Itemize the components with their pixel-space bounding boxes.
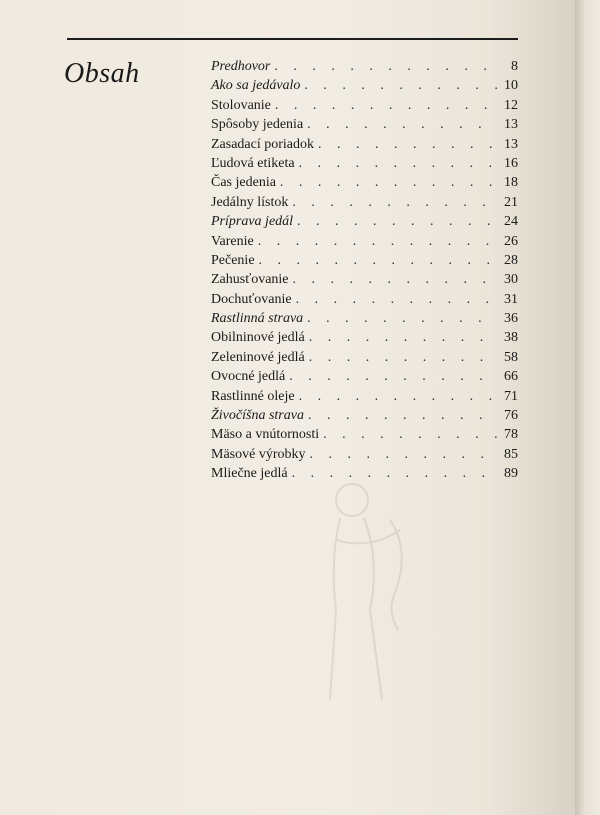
- toc-entry: [211, 253, 518, 272]
- toc-leader-dots: [308, 408, 498, 424]
- toc-leader-dots: [310, 447, 499, 463]
- toc-entry-title: Predhovor: [211, 59, 271, 74]
- toc-entry-page-number: 12: [504, 97, 518, 113]
- toc-section-entry: [211, 214, 518, 233]
- toc-entry-title: Stolovanie: [211, 97, 271, 113]
- toc-entry-page-number: 30: [504, 272, 518, 288]
- toc-entry-page-number: 85: [504, 446, 518, 462]
- adjacent-page-edge: [575, 0, 600, 815]
- toc-entry: [211, 427, 518, 446]
- toc-entry-page-number: 58: [504, 349, 518, 365]
- toc-entry-title: Živočíšna strava: [211, 408, 304, 424]
- toc-entry-page-number: 76: [504, 408, 518, 424]
- toc-entry-page-number: 10: [504, 78, 518, 94]
- toc-entry-title: Pečenie: [211, 252, 255, 268]
- toc-leader-dots: [259, 253, 498, 269]
- toc-entry-page-number: 31: [504, 291, 518, 307]
- toc-entry-title: Rastlinná strava: [211, 311, 304, 327]
- toc-entry: [211, 117, 518, 136]
- toc-entry-title: Čas jedenia: [211, 175, 276, 191]
- toc-entry-page-number: 26: [504, 233, 518, 249]
- toc-entry-title: Zahusťovanie: [211, 272, 289, 288]
- toc-entry: [211, 98, 518, 117]
- toc-entry-title: Ovocné jedlá: [211, 369, 286, 385]
- contents-heading: Obsah: [64, 58, 140, 89]
- toc-entry: [211, 175, 518, 194]
- toc-entry-title: Príprava jedál: [211, 214, 294, 230]
- toc-entry-page-number: 13: [504, 136, 518, 152]
- toc-entry-title: Obilninové jedlá: [211, 330, 305, 346]
- toc-leader-dots: [299, 389, 498, 405]
- toc-entry-page-number: 8: [511, 59, 518, 74]
- toc-entry-page-number: 18: [504, 175, 518, 191]
- toc-entry-page-number: 28: [504, 252, 518, 268]
- toc-entry-title: Mliečne jedlá: [211, 466, 288, 482]
- toc-leader-dots: [280, 175, 498, 191]
- toc-entry: [211, 389, 518, 408]
- bleed-through-illustration: [300, 470, 420, 730]
- toc-entry-title: Zeleninové jedlá: [211, 349, 305, 365]
- toc-leader-dots: [296, 292, 498, 308]
- toc-section-entry: [211, 78, 518, 97]
- toc-entry-page-number: 89: [504, 466, 518, 482]
- toc-entry: [211, 272, 518, 291]
- toc-entry-title: Dochuťovanie: [211, 291, 292, 307]
- toc-entry: [211, 195, 518, 214]
- top-rule: [67, 38, 518, 40]
- toc-leader-dots: [307, 117, 498, 133]
- toc-entry: [211, 350, 518, 369]
- toc-leader-dots: [293, 272, 498, 288]
- toc-entry-title: Zasadací poriadok: [211, 136, 315, 152]
- toc-entry-page-number: 71: [504, 388, 518, 404]
- toc-leader-dots: [304, 78, 498, 94]
- table-of-contents: [211, 59, 518, 486]
- toc-leader-dots: [307, 311, 498, 327]
- toc-leader-dots: [297, 214, 498, 230]
- toc-entry-title: Mäsové výrobky: [211, 446, 306, 462]
- toc-entry-title: Spôsoby jedenia: [211, 117, 304, 133]
- toc-entry: [211, 330, 518, 349]
- toc-entry-title: Rastlinné oleje: [211, 388, 295, 404]
- toc-section-entry: [211, 311, 518, 330]
- toc-entry-page-number: 38: [504, 330, 518, 346]
- toc-entry: [211, 156, 518, 175]
- toc-entry-page-number: 21: [504, 194, 518, 210]
- toc-entry: [211, 447, 518, 466]
- toc-leader-dots: [275, 98, 498, 114]
- toc-leader-dots: [289, 369, 498, 385]
- toc-entry-title: Ľudová etiketa: [211, 155, 295, 171]
- toc-leader-dots: [274, 59, 498, 75]
- toc-leader-dots: [258, 234, 498, 250]
- toc-leader-dots: [299, 156, 498, 172]
- toc-entry-page-number: 16: [504, 155, 518, 171]
- toc-entry-page-number: 36: [504, 311, 518, 327]
- toc-leader-dots: [323, 427, 498, 443]
- toc-entry-page-number: 78: [504, 427, 518, 443]
- toc-leader-dots: [292, 195, 498, 211]
- toc-entry-title: Varenie: [211, 233, 254, 249]
- toc-entry-page-number: 13: [504, 117, 518, 133]
- toc-entry-page-number: 24: [504, 214, 518, 230]
- toc-entry-title: Mäso a vnútornosti: [211, 427, 320, 443]
- toc-leader-dots: [309, 330, 498, 346]
- toc-entry: [211, 292, 518, 311]
- toc-entry-title: Ako sa jedávalo: [211, 78, 301, 94]
- toc-leader-dots: [318, 137, 498, 153]
- toc-section-entry: [211, 59, 518, 78]
- toc-entry-title: Jedálny lístok: [211, 194, 289, 210]
- toc-leader-dots: [309, 350, 498, 366]
- toc-entry: [211, 369, 518, 388]
- toc-section-entry: [211, 408, 518, 427]
- toc-entry: [211, 234, 518, 253]
- toc-entry: [211, 137, 518, 156]
- toc-entry-page-number: 66: [504, 369, 518, 385]
